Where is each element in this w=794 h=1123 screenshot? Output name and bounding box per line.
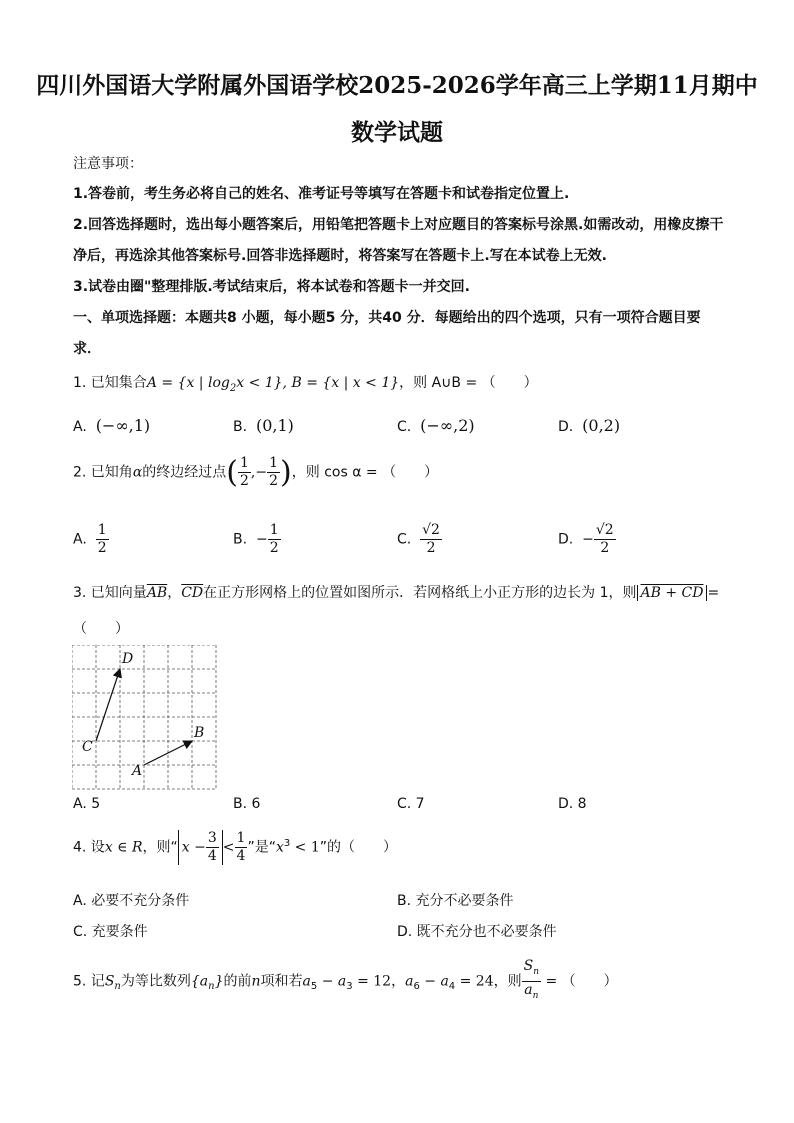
q1-option-a-value: (−∞,1) xyxy=(95,416,151,435)
q3-option-a[interactable]: A. 5 xyxy=(73,796,101,812)
q4-lt: < xyxy=(222,839,235,856)
notice-item-3: 3.试卷由圈"整理排版.考试结束后，将本试卷和答题卡一并交回. xyxy=(73,279,470,295)
q5-an-sub: n xyxy=(208,981,215,993)
q1-option-a-label: A. xyxy=(73,419,87,435)
q4-domain: x ∈ R xyxy=(104,839,143,856)
q1-prefix: 1. 已知集合 xyxy=(73,375,147,391)
q2-option-c[interactable] xyxy=(397,522,442,557)
q2-option-c-label: C. xyxy=(397,531,412,548)
q1-setA-tail: x < 1}, B = {x | x < 1} xyxy=(236,375,400,391)
q2-paren-close: ) xyxy=(280,455,292,490)
q5-mid2: 的前 xyxy=(223,973,252,990)
notice-heading: 注意事项： xyxy=(73,156,143,172)
q5-sn-sub: n xyxy=(114,981,121,993)
q3-sep: ， xyxy=(167,585,182,601)
point-a-label: A xyxy=(132,763,143,779)
q2-option-b[interactable] xyxy=(233,522,281,557)
point-c-label: C xyxy=(82,739,93,755)
q1-option-d[interactable] xyxy=(558,416,620,435)
q5-eq1-s1: 5 xyxy=(310,981,318,993)
q4-cube-tail: < 1 xyxy=(290,839,320,856)
q4-is: ”是“ xyxy=(247,839,276,856)
q2-option-d[interactable] xyxy=(558,522,616,557)
q5-eq2-a: a xyxy=(405,973,414,990)
q1-option-b[interactable] xyxy=(233,416,294,435)
q5-eq2-s1: 6 xyxy=(413,981,420,993)
q5-suffix: = （ ） xyxy=(541,973,618,990)
grid-lines xyxy=(72,645,216,789)
q2-option-a[interactable] xyxy=(73,522,109,557)
q5-an: {a xyxy=(190,973,209,990)
notice-item-2a: 2.回答选择题时，选出每小题答案后，用铅笔把答题卡上对应题目的答案标号涂黑.如需改动，用橡皮擦干 xyxy=(73,217,724,233)
q5-sn: S xyxy=(104,973,115,990)
q2-option-d-label: D. xyxy=(558,531,574,548)
q3-option-b[interactable]: B. 6 xyxy=(233,796,261,812)
q5-eq2-s2: 4 xyxy=(448,981,456,993)
grid-svg xyxy=(72,645,218,791)
q4-abs-expr: x − $\frac{3}{4}$ xyxy=(178,830,223,865)
page-subtitle: 数学试题 xyxy=(351,119,443,146)
q2-option-a-label: A. xyxy=(73,531,87,548)
notice-item-1: 1.答卷前，考生务必将自己的姓名、准考证号等填写在答题卡和试卷指定位置上. xyxy=(73,186,570,202)
q5-an-close: } xyxy=(214,973,224,990)
q2-option-d-sign: − xyxy=(582,531,594,548)
q5-n: n xyxy=(251,973,261,990)
q2-alpha: α xyxy=(132,464,143,481)
q1-option-d-value: (0,2) xyxy=(582,416,621,435)
q3-eq: = xyxy=(707,585,720,601)
q1-option-a[interactable] xyxy=(73,416,150,435)
q3-prefix: 3. 已知向量 xyxy=(73,585,147,601)
question-2 xyxy=(73,455,438,490)
q2-option-c-value: $\frac{√2}{2}$ xyxy=(422,522,440,556)
q4-suffix: ”的（ ） xyxy=(319,839,398,856)
q5-eq1-mid: − a xyxy=(317,973,347,990)
q4-frac-quarter: $\frac{1}{4}$ xyxy=(236,830,246,864)
q5-prefix: 5. 记 xyxy=(73,973,105,990)
q4-option-a[interactable]: A. 必要不充分条件 xyxy=(73,893,190,909)
section-heading-line1: 一、单项选择题：本题共8 小题，每小题5 分，共40 分．每题给出的四个选项，只有一项符合题目要 xyxy=(73,310,701,326)
q4-option-b[interactable]: B. 充分不必要条件 xyxy=(397,893,514,909)
page-title: 四川外国语大学附属外国语学校2025-2026学年高三上学期11月期中 xyxy=(36,72,758,99)
q5-then: ，则 xyxy=(493,973,522,990)
section-heading-line2: 求． xyxy=(73,341,101,357)
q2-option-b-label: B. xyxy=(233,531,248,548)
q3-vector-cd: $\overline{CD}$ xyxy=(181,585,204,601)
q2-mid: 的终边经过点 xyxy=(142,464,227,481)
q5-eq2-val: = 24 xyxy=(455,973,494,990)
q2-paren-open: ( xyxy=(226,455,238,490)
q2-suffix: ，则 cos α = （ ） xyxy=(291,464,439,481)
q1-option-b-value: (0,1) xyxy=(255,416,294,435)
q5-ratio: $\frac{S_n}{a_n}$ xyxy=(523,958,540,1001)
q1-log-base: 2 xyxy=(229,382,237,394)
question-4 xyxy=(73,830,397,865)
question-1 xyxy=(73,372,538,394)
q2-option-b-sign: − xyxy=(255,531,268,548)
point-b-label: B xyxy=(194,725,205,741)
q4-prefix: 4. 设 xyxy=(73,839,105,856)
q1-option-c-value: (−∞,2) xyxy=(420,416,475,435)
q5-mid3: 项和若 xyxy=(260,973,303,990)
q4-then: ，则“ xyxy=(142,839,178,856)
question-3 xyxy=(73,582,719,602)
q1-option-c[interactable] xyxy=(397,416,475,435)
q2-option-a-value: $\frac{1}{2}$ xyxy=(97,522,107,556)
notice-item-2b: 净后，再选涂其他答案标号.回答非选择题时，将答案写在答题卡上.写在本试卷上无效. xyxy=(73,248,607,264)
q3-grid-figure xyxy=(72,645,218,791)
q1-suffix: ，则 A∪B = （ ） xyxy=(399,375,538,391)
q5-eq1-s2: 3 xyxy=(346,981,353,993)
point-d-label: D xyxy=(122,651,134,667)
q3-vector-ab: $\overline{AB}$ xyxy=(146,585,168,601)
q5-mid1: 为等比数列 xyxy=(120,973,191,990)
q1-setA: A = {x | log xyxy=(146,375,230,391)
q1-option-b-label: B. xyxy=(233,419,248,435)
q3-option-c[interactable]: C. 7 xyxy=(397,796,425,812)
q3-blank: （ ） xyxy=(73,621,129,637)
vector-cd-arrow xyxy=(96,669,120,741)
q1-option-d-label: D. xyxy=(558,419,574,435)
q1-option-c-label: C. xyxy=(397,419,412,435)
q4-option-c[interactable]: C. 充要条件 xyxy=(73,924,148,940)
q5-eq1-a: a xyxy=(302,973,311,990)
q2-px: $\frac{1}{2}$ xyxy=(240,455,249,489)
q4-option-d[interactable]: D. 既不充分也不必要条件 xyxy=(397,924,557,940)
q2-py-sign: ,− xyxy=(250,464,268,481)
q5-eq2-mid: − a xyxy=(419,973,449,990)
q2-option-b-value: $\frac{1}{2}$ xyxy=(269,522,279,556)
question-5 xyxy=(73,958,618,1005)
q2-prefix: 2. 已知角 xyxy=(73,464,133,481)
q2-option-d-value: $\frac{√2}{2}$ xyxy=(595,522,614,556)
q5-comma: ， xyxy=(391,973,406,990)
q3-option-d[interactable]: D. 8 xyxy=(558,796,587,812)
q3-abs-expr: AB + CD xyxy=(637,585,708,601)
q4-cube-var: x xyxy=(275,839,284,856)
q5-eq1-val: = 12 xyxy=(352,973,392,990)
q2-py: $\frac{1}{2}$ xyxy=(269,455,279,489)
q3-text: 在正方形网格上的位置如图所示．若网格纸上小正方形的边长为 1，则 xyxy=(203,585,637,601)
q4-cube-exp: 3 xyxy=(283,837,291,849)
